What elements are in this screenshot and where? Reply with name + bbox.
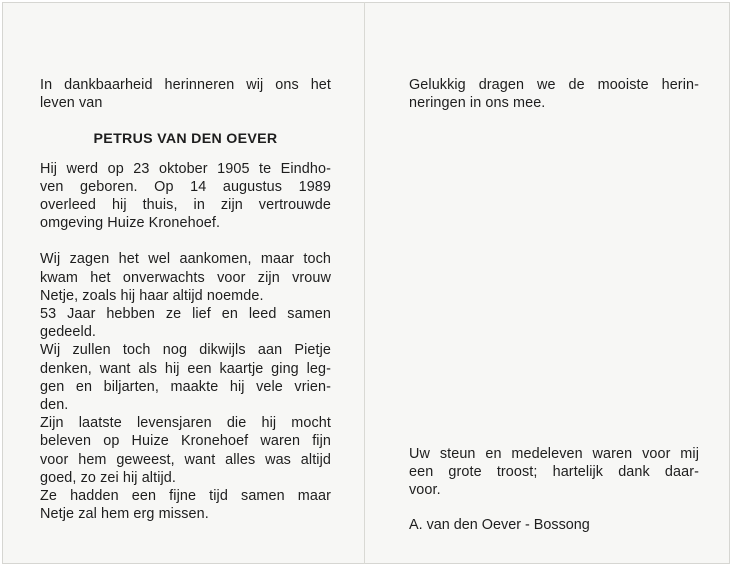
right-page-memories: [409, 76, 699, 112]
story-line: 53 Jaar hebben ze lief en leed samen: [40, 306, 331, 323]
biography-line: overleed hij thuis, in zijn vertrouwde: [40, 197, 331, 214]
story-line: Wij zagen het wel aankomen, maar toch: [40, 251, 331, 268]
story-line: Ze hadden een fijne tijd samen maar: [40, 488, 331, 505]
intro-line: leven van: [40, 95, 103, 112]
intro-line: In dankbaarheid herinneren wij ons het: [40, 77, 331, 93]
card-fold-line: [364, 2, 365, 564]
thanks-line: voor.: [409, 482, 441, 499]
story-line: Netje zal hem erg missen.: [40, 506, 209, 523]
biography-line: omgeving Huize Kronehoef.: [40, 215, 221, 232]
story-line: kwam het onverwachts voor zijn vrouw: [40, 269, 331, 286]
biography-line: ven geboren. Op 14 augustus 1989: [40, 178, 331, 195]
story-line: den.: [40, 397, 69, 414]
deceased-name: PETRUS VAN DEN OEVER: [93, 131, 278, 148]
story-line: Netje, zoals hij haar altijd noemde.: [40, 287, 264, 304]
memories-line: Gelukkig dragen we de mooiste herin-: [409, 77, 699, 93]
memories-line: neringen in ons mee.: [409, 95, 546, 112]
story-line: gen en biljarten, maakte hij vele vrien-: [40, 378, 331, 395]
right-page-thanks: [409, 445, 699, 500]
story-line: goed, zo zei hij altijd.: [40, 469, 176, 486]
thanks-line: een grote troost; hartelijk dank daar-: [409, 464, 699, 481]
story-line: gedeeld.: [40, 324, 97, 341]
biography-line: Hij werd op 23 oktober 1905 te Eindho-: [40, 160, 331, 177]
story-line: voor hem geweest, want alles was altijd: [40, 451, 331, 468]
story-line: Zijn laatste levensjaren die hij mocht: [40, 415, 331, 432]
paragraph-gap: [40, 232, 331, 250]
story-line: denken, want als hij een kaartje ging leg-: [40, 360, 331, 377]
thanks-line: Uw steun en medeleven waren voor mij: [409, 446, 699, 462]
story-line: beleven op Huize Kronehoef waren fijn: [40, 433, 331, 450]
left-page-text: [40, 76, 331, 523]
story-line: Wij zullen toch nog dikwijls aan Pietje: [40, 342, 331, 359]
signature: A. van den Oever - Bossong: [409, 517, 590, 533]
